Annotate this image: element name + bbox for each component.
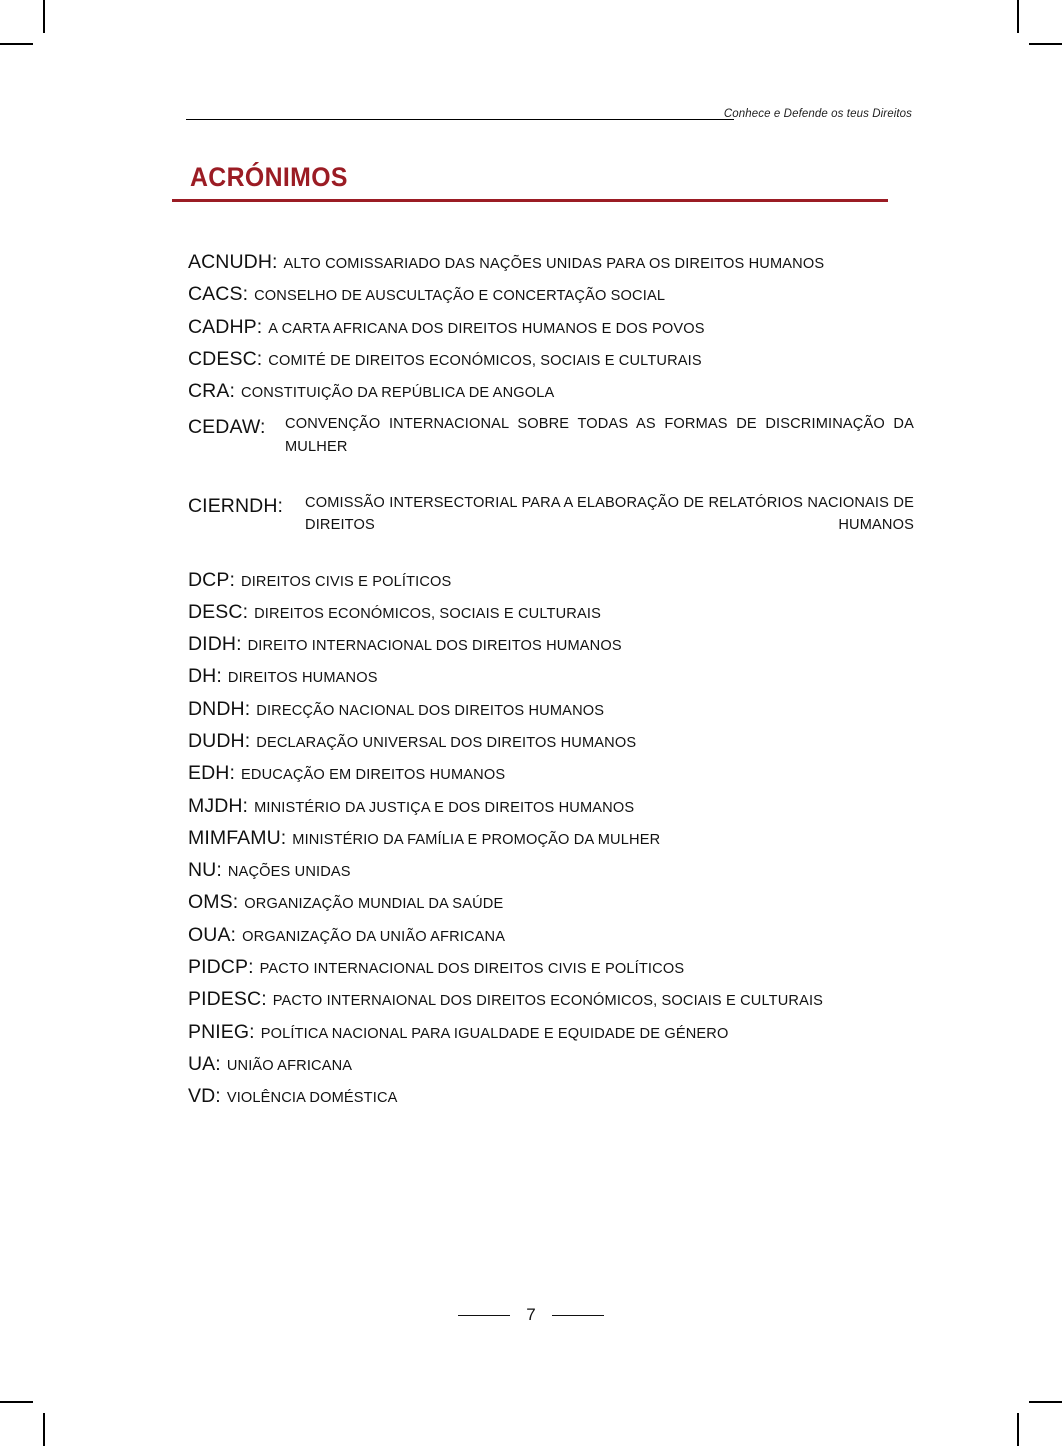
acronym-term: DESC: <box>188 600 249 623</box>
acronym-term: MJDH: <box>188 794 249 817</box>
acronym-definition: ORGANIZAÇÃO MUNDIAL DA SAÚDE <box>244 896 504 913</box>
acronym-definition: DIREITO INTERNACIONAL DOS DIREITOS HUMANOS <box>247 638 622 655</box>
acronym-term: UA: <box>188 1052 221 1075</box>
acronym-term: DH: <box>188 665 222 688</box>
list-item <box>188 381 914 402</box>
acronym-definition: CONVENÇÃO INTERNACIONAL SOBRE TODAS AS FORMAS DE DISCRIMINAÇÃO DA MULHER <box>285 416 914 455</box>
acronym-term: DNDH: <box>188 697 251 720</box>
page-number: 7 <box>526 1305 536 1324</box>
acronym-term: CDESC: <box>188 347 263 370</box>
acronym-term: DUDH: <box>188 730 251 752</box>
running-head <box>186 108 912 132</box>
list-item <box>188 1086 914 1107</box>
list-item <box>188 666 914 687</box>
running-head-rule <box>186 119 734 120</box>
acronym-term: VD: <box>188 1085 221 1108</box>
acronym-definition: CONSTITUIÇÃO DA REPÚBLICA DE ANGOLA <box>241 385 555 402</box>
acronym-definition: CONSELHO DE AUSCULTAÇÃO E CONCERTAÇÃO SOCIAL <box>254 288 666 305</box>
acronym-term: PIDCP: <box>188 956 254 979</box>
acronym-definition: DIREITOS ECONÓMICOS, SOCIAIS E CULTURAIS <box>254 605 601 622</box>
list-item <box>188 860 914 881</box>
list-item <box>188 699 914 720</box>
acronym-definition: COMISSÃO INTERSECTORIAL PARA A ELABORAÇÃO DE RELATÓRIOS NACIONAIS DE DIREITOS HUMANOS <box>305 494 914 533</box>
acronym-term: MIMFAMU: <box>188 826 287 849</box>
crop-mark-bottom-right-vertical <box>1017 1413 1019 1446</box>
acronym-term: CEDAW: <box>188 416 266 439</box>
acronym-term: PNIEG: <box>188 1020 255 1043</box>
acronym-list <box>188 252 914 1119</box>
list-item <box>188 570 914 591</box>
crop-mark-top-right-horizontal <box>1029 43 1062 45</box>
acronym-definition: DIRECÇÃO NACIONAL DOS DIREITOS HUMANOS <box>256 702 605 719</box>
list-item <box>188 349 914 370</box>
page-title: ACRÓNIMOS <box>190 162 348 192</box>
folio-rule-left <box>458 1315 510 1316</box>
list-item <box>188 492 914 559</box>
acronym-term: CIERNDH: <box>188 494 284 517</box>
list-item <box>188 763 914 784</box>
acronym-definition: DIREITOS HUMANOS <box>227 670 378 687</box>
page-title-rule <box>172 199 888 202</box>
list-item <box>188 284 914 305</box>
crop-mark-bottom-left-vertical <box>43 1413 45 1446</box>
list-item <box>188 731 914 752</box>
acronym-term: PIDESC: <box>188 988 267 1011</box>
acronym-definition: NAÇÕES UNIDAS <box>227 864 351 881</box>
crop-mark-top-left-horizontal <box>0 43 33 45</box>
crop-mark-top-left-vertical <box>43 0 45 33</box>
acronym-definition: PACTO INTERNACIONAL DOS DIREITOS CIVIS E POLÍTICOS <box>259 961 685 978</box>
acronym-term: DIDH: <box>188 633 242 656</box>
acronym-term: ACNUDH: <box>188 251 278 273</box>
acronym-definition: EDUCAÇÃO EM DIREITOS HUMANOS <box>241 767 506 784</box>
list-item <box>188 252 914 273</box>
acronym-definition: MINISTÉRIO DA JUSTIÇA E DOS DIREITOS HUMANOS <box>254 799 635 816</box>
crop-mark-bottom-right-horizontal <box>1029 1401 1062 1403</box>
list-item <box>188 989 914 1010</box>
acronym-definition: ORGANIZAÇÃO DA UNIÃO AFRICANA <box>242 928 506 945</box>
acronym-term: CACS: <box>188 283 249 306</box>
crop-mark-top-right-vertical <box>1017 0 1019 33</box>
list-item <box>188 957 914 978</box>
acronym-definition: POLÍTICA NACIONAL PARA IGUALDADE E EQUIDADE DE GÉNERO <box>260 1025 729 1042</box>
acronym-definition: DECLARAÇÃO UNIVERSAL DOS DIREITOS HUMANOS <box>256 735 637 751</box>
list-item <box>188 413 914 480</box>
folio-rule-right <box>552 1315 604 1316</box>
list-item <box>188 1054 914 1075</box>
acronym-term: DCP: <box>188 568 235 591</box>
acronym-term: CRA: <box>188 380 235 403</box>
list-item <box>188 1022 914 1043</box>
acronym-definition: VIOLÊNCIA DOMÉSTICA <box>226 1090 398 1107</box>
acronym-definition: DIREITOS CIVIS E POLÍTICOS <box>241 573 452 590</box>
crop-mark-bottom-left-horizontal <box>0 1401 33 1403</box>
list-item <box>188 317 914 338</box>
acronym-term: OMS: <box>188 891 239 914</box>
list-item <box>188 796 914 817</box>
acronym-term: CADHP: <box>188 315 263 338</box>
list-item <box>188 892 914 913</box>
acronym-term: NU: <box>188 859 222 882</box>
list-item <box>188 634 914 655</box>
acronym-term: OUA: <box>188 923 237 946</box>
acronym-definition: PACTO INTERNAIONAL DOS DIREITOS ECONÓMICOS, SOCIAIS E CULTURAIS <box>272 993 824 1010</box>
running-head-label: Conhece e Defende os teus Direitos <box>723 108 912 120</box>
acronym-term: EDH: <box>188 762 235 785</box>
list-item <box>188 602 914 623</box>
acronym-definition: MINISTÉRIO DA FAMÍLIA E PROMOÇÃO DA MULHER <box>292 831 661 848</box>
page-footer <box>0 1305 1062 1325</box>
acronym-definition: ALTO COMISSARIADO DAS NAÇÕES UNIDAS PARA OS DIREITOS HUMANOS <box>283 256 825 272</box>
acronym-definition: UNIÃO AFRICANA <box>226 1057 353 1074</box>
acronym-definition: A CARTA AFRICANA DOS DIREITOS HUMANOS E DOS POVOS <box>268 320 705 337</box>
list-item <box>188 925 914 946</box>
acronym-definition: COMITÉ DE DIREITOS ECONÓMICOS, SOCIAIS E CULTURAIS <box>268 352 702 369</box>
list-item <box>188 828 914 849</box>
